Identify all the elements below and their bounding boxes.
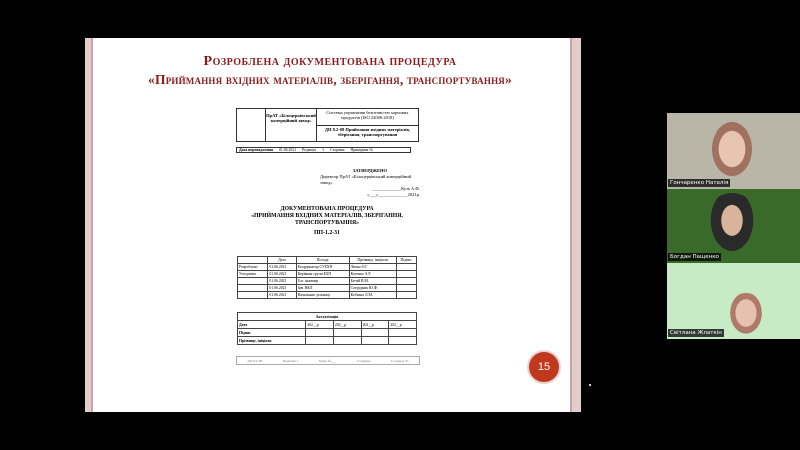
footer-cell: Зміна №___ [318, 358, 337, 363]
table-cell [396, 285, 416, 292]
table-cell [389, 329, 417, 337]
doc-code: ПП-1.2-31 [314, 230, 340, 236]
table-row [238, 278, 417, 285]
approved-by: Директор ПрАТ «Білоцерківський комерційний завод» [320, 174, 412, 185]
doc-header-table [236, 108, 419, 142]
table-cell [333, 329, 361, 337]
approved-date: «___»_____________2021р. [367, 192, 420, 197]
participant-tile[interactable] [667, 263, 800, 339]
info-cell: 01.06.2021 [279, 148, 297, 152]
slide-right-border [570, 38, 581, 412]
approved-sign: _____________Кузь А.Ф. [371, 186, 420, 191]
table-header: Дата [268, 257, 296, 264]
table-cell [333, 337, 361, 345]
table-row [238, 285, 417, 292]
table-cell: 202__р [389, 321, 417, 329]
table-cell: 01.06.2021 [268, 264, 296, 271]
table-cell [306, 337, 334, 345]
table-cell: 202__р [306, 321, 334, 329]
table-cell [238, 292, 268, 299]
table-row [238, 321, 417, 329]
approved-label: ЗАТВЕРДЖЕНО [352, 168, 388, 173]
slide-title [95, 53, 565, 89]
table-header [238, 257, 268, 264]
table-row [238, 271, 417, 278]
actualization-table [237, 312, 417, 345]
doc-procedure-title: ДП 8.2-08 Приймання вхідних матеріалів, зберігання, транспортування [324, 126, 411, 137]
table-header: Підпис [396, 257, 416, 264]
table-cell: 202__р [333, 321, 361, 329]
participant-name: Богдан Пащенко [670, 254, 719, 260]
table-cell [306, 329, 334, 337]
table-row [238, 337, 417, 345]
participant-video [723, 293, 769, 339]
slide-left-border-line [91, 38, 93, 412]
table-cell [361, 337, 389, 345]
table-cell [396, 264, 416, 271]
info-cell: 1 [322, 148, 325, 152]
table-cell: 202__р [361, 321, 389, 329]
info-cell: Примірник № [350, 148, 373, 152]
doc-title [236, 206, 418, 237]
participant-tile[interactable] [667, 113, 800, 189]
table-cell: Дата [238, 321, 306, 329]
table-cell [238, 278, 268, 285]
actualization-title: Актуалізація [238, 313, 417, 321]
doc-title-line1: ДОКУМЕНТОВАНА ПРОЦЕДУРА [280, 206, 374, 212]
table-cell [396, 292, 416, 299]
doc-info-row [236, 147, 411, 153]
table-cell: Кобзина Л.М. [349, 292, 396, 299]
table-cell: Підпис [238, 329, 306, 337]
table-cell [238, 285, 268, 292]
table-cell: Сотрудник Ю.Ф. [349, 285, 396, 292]
participant-tile[interactable] [667, 189, 800, 263]
table-cell: Координатор СУБХП [296, 264, 349, 271]
table-cell: 01.06.2021 [268, 278, 296, 285]
table-header: Прізвище, ініціали [349, 257, 396, 264]
page-number-badge: 15 [527, 350, 561, 384]
doc-system-text: Система управління безпечністю харчових продуктів (ISO 22000:2018) [317, 109, 418, 126]
table-cell: 01.06.2021 [268, 292, 296, 299]
table-cell: Зав. ВКЛ [296, 285, 349, 292]
table-cell: Бегий В.М. [349, 278, 396, 285]
footer-cell: Сторінка [356, 358, 371, 363]
table-cell [396, 271, 416, 278]
participant-name: Світлана Жлаткін [670, 330, 722, 336]
table-header: Посада [296, 257, 349, 264]
doc-company: ПрАТ «Білоцерківський комерційний завод» [266, 109, 317, 141]
table-cell: Котенко А.Р. [349, 271, 396, 278]
mouse-cursor [589, 384, 591, 386]
table-cell [389, 337, 417, 345]
info-cell: Редакція [302, 148, 317, 152]
participant-name: Гончаренко Наталія [670, 180, 729, 186]
footer-cell: Сторінок 31 [390, 358, 409, 363]
doc-title-line2: «ПРИЙМАННЯ ВХІДНИХ МАТЕРІАЛІВ, ЗБЕРІГАННЯ, ТРАНСПОРТУВАННЯ» [251, 213, 403, 226]
info-cell: Дата впровадження [239, 148, 274, 152]
table-header-row [238, 257, 417, 264]
signature-table [237, 256, 417, 299]
table-cell: Начальник дільниці [296, 292, 349, 299]
table-row [238, 292, 417, 299]
footer-cell: Редакція 1 [282, 358, 299, 363]
table-cell: Личко О.Г. [349, 264, 396, 271]
table-row [238, 329, 417, 337]
table-cell: 01.06.2021 [268, 271, 296, 278]
slide-title-line2: «Приймання вхідних матеріалів, зберігання, транспортування» [148, 72, 512, 87]
table-cell: Узгоджено [238, 271, 268, 278]
table-cell: Прізвище, ініціали [238, 337, 306, 345]
table-row [238, 313, 417, 321]
table-cell [396, 278, 416, 285]
table-cell: Гол. інженер [296, 278, 349, 285]
table-cell [361, 329, 389, 337]
info-cell: Сторінка [330, 148, 345, 152]
footer-cell: ДП 8.2-08 [247, 358, 263, 363]
table-cell: Розроблено [238, 264, 268, 271]
table-cell: Керівник групи БХП [296, 271, 349, 278]
table-row [238, 264, 417, 271]
doc-logo-cell [237, 109, 266, 141]
table-cell: 01.06.2021 [268, 285, 296, 292]
doc-footer [236, 356, 420, 365]
approval-block [320, 168, 420, 198]
slide-title-line1: Розроблена документована процедура [203, 54, 457, 69]
